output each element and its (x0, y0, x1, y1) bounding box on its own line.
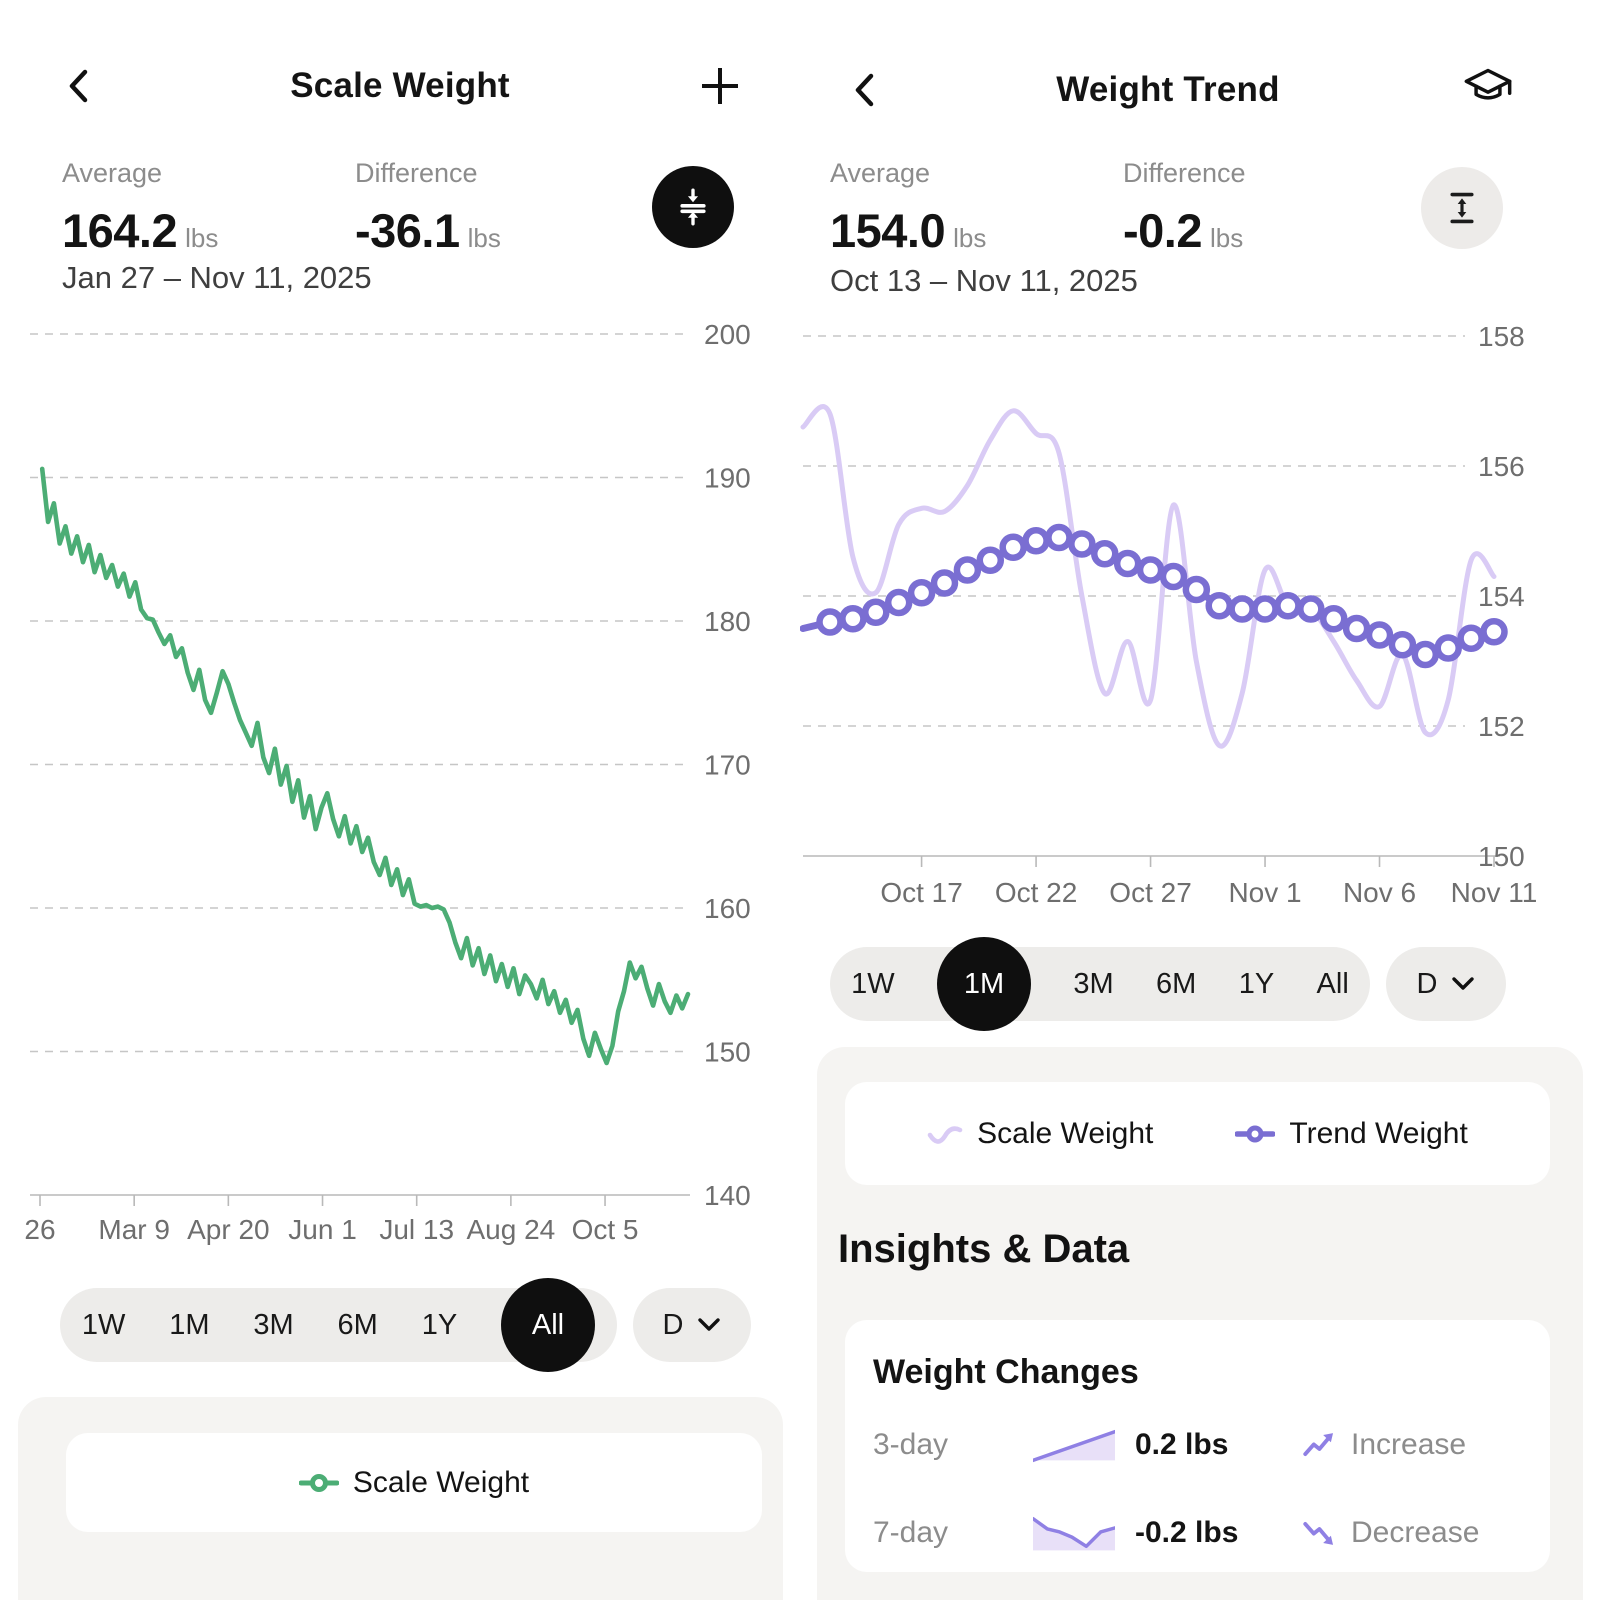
trend-increase-icon (1303, 1430, 1337, 1460)
range-all-button-selected[interactable]: All (501, 1278, 595, 1372)
average-unit: lbs (953, 223, 987, 253)
trend-weight-marker (1461, 628, 1482, 649)
range-6m-button[interactable]: 6M (1156, 967, 1197, 1000)
y-tick-label: 170 (704, 749, 751, 781)
compress-vertical-icon (672, 186, 714, 228)
trend-weight-marker (1026, 530, 1047, 551)
difference-label: Difference (1123, 158, 1246, 188)
period-label: 3-day (873, 1428, 949, 1461)
trend-weight-marker (1163, 566, 1184, 587)
change-value: -0.2 lbs (1135, 1516, 1239, 1549)
trend-weight-marker (1392, 634, 1413, 655)
trend-weight-marker (820, 612, 841, 633)
average-value: 154.0 (830, 204, 946, 257)
granularity-value: D (662, 1308, 684, 1341)
insights-heading: Insights & Data (838, 1227, 1130, 1271)
trend-weight-marker (957, 560, 978, 581)
y-tick-label: 154 (1478, 581, 1525, 612)
range-3m-button[interactable]: 3M (1073, 967, 1114, 1000)
x-tick-label: Oct 17 (880, 877, 963, 908)
add-entry-button[interactable] (694, 60, 746, 112)
trend-weight-marker (1346, 618, 1367, 639)
y-tick-label: 150 (1478, 841, 1525, 872)
time-range-bar (830, 947, 1506, 1021)
trend-weight-marker (1140, 560, 1161, 581)
y-tick-label: 156 (1478, 451, 1525, 482)
trend-weight-marker (1117, 553, 1138, 574)
range-all-button[interactable]: All (1316, 967, 1349, 1000)
chevron-down-icon (1451, 976, 1475, 992)
trend-weight-marker (1003, 537, 1024, 558)
range-1m-button-selected[interactable]: 1M (937, 937, 1031, 1031)
change-value: 0.2 lbs (1135, 1428, 1229, 1461)
plus-icon (694, 60, 746, 112)
mini-area-chart-up-icon (1033, 1425, 1115, 1465)
legend-label: Trend Weight (1289, 1116, 1468, 1150)
trend-weight-marker (1438, 638, 1459, 659)
trend-weight-marker (1255, 599, 1276, 620)
difference-label: Difference (355, 158, 478, 188)
trend-weight-marker (1323, 608, 1344, 629)
range-1y-button[interactable]: 1Y (1238, 967, 1275, 1000)
legend-label: Scale Weight (352, 1465, 530, 1499)
granularity-dropdown[interactable] (633, 1288, 751, 1362)
expand-scale-button[interactable] (1421, 167, 1503, 249)
scale-weight-chart[interactable] (0, 300, 800, 1260)
trend-weight-marker (934, 573, 955, 594)
scale-weight-marker-icon (299, 1474, 339, 1492)
date-range: Jan 27 – Nov 11, 2025 (62, 260, 372, 295)
x-tick-label: Nov 1 (1228, 877, 1302, 908)
range-1y-button[interactable]: 1Y (421, 1308, 458, 1341)
direction-label: Decrease (1351, 1516, 1480, 1549)
average-value: 164.2 (62, 204, 178, 257)
trend-weight-marker (1071, 534, 1092, 555)
weight-changes-title: Weight Changes (873, 1353, 1139, 1391)
granularity-dropdown[interactable] (1386, 947, 1506, 1021)
range-1w-button[interactable]: 1W (81, 1308, 126, 1341)
average-stat (62, 158, 218, 258)
page-title: Scale Weight (290, 66, 510, 105)
legend-item-scale-weight (299, 1466, 529, 1500)
x-tick-label: Jul 13 (379, 1214, 455, 1245)
chevron-down-icon (697, 1317, 721, 1333)
trend-weight-marker-icon (1235, 1125, 1275, 1143)
time-range-group (60, 1288, 617, 1362)
range-3m-button[interactable]: 3M (253, 1308, 294, 1341)
x-tick-label: Mar 9 (98, 1214, 170, 1245)
x-tick-label: Jun 1 (288, 1214, 357, 1245)
trend-weight-marker (1048, 527, 1069, 548)
weight-change-row-7day (873, 1513, 1523, 1553)
difference-value: -36.1 (355, 204, 460, 257)
legend-card (845, 1082, 1550, 1185)
direction-label: Increase (1351, 1428, 1467, 1461)
trend-weight-marker (1209, 595, 1230, 616)
y-tick-label: 140 (704, 1180, 751, 1211)
range-6m-button[interactable]: 6M (337, 1308, 378, 1341)
mini-area-chart-down-icon (1033, 1513, 1115, 1553)
trend-weight-marker (1186, 579, 1207, 600)
scale-weight-curve-icon (927, 1120, 963, 1148)
legend-item-trend-weight (1235, 1117, 1467, 1151)
x-tick-label: Aug 24 (466, 1214, 556, 1245)
range-1w-button[interactable]: 1W (851, 967, 895, 1000)
average-label: Average (830, 158, 931, 188)
range-1m-button[interactable]: 1M (169, 1308, 210, 1341)
trend-weight-marker (888, 592, 909, 613)
trend-weight-marker (1415, 644, 1436, 665)
weight-change-row-3day (873, 1425, 1523, 1465)
time-range-bar (60, 1288, 751, 1362)
trend-weight-marker (1094, 543, 1115, 564)
granularity-value: D (1416, 967, 1438, 1000)
legend-label: Scale Weight (977, 1116, 1154, 1150)
trend-weight-marker (1277, 595, 1298, 616)
graduation-cap-icon (1462, 64, 1514, 116)
time-range-group (830, 947, 1370, 1021)
trend-weight-marker (911, 582, 932, 603)
weight-changes-card (845, 1320, 1550, 1572)
weight-trend-chart[interactable] (800, 300, 1600, 940)
trend-weight-marker (842, 608, 863, 629)
y-tick-label: 190 (704, 462, 751, 494)
trend-weight-marker (865, 602, 886, 623)
page-title: Weight Trend (1056, 70, 1280, 109)
trend-weight-marker (1232, 599, 1253, 620)
trend-weight-marker (1484, 621, 1505, 642)
difference-stat (1123, 158, 1246, 258)
x-tick-label: Apr 20 (187, 1214, 270, 1245)
x-tick-label: Oct 22 (994, 877, 1078, 908)
weight-trend-screen (800, 0, 1600, 1600)
compress-scale-button[interactable] (652, 166, 734, 248)
x-tick-label: Nov 11 (1450, 877, 1538, 908)
difference-unit: lbs (1210, 223, 1244, 253)
date-range: Oct 13 – Nov 11, 2025 (830, 263, 1138, 298)
legend-sheet (18, 1397, 783, 1600)
difference-stat (355, 158, 501, 258)
average-stat (830, 158, 986, 258)
scale-weight-line (42, 469, 688, 1063)
legend-item-scale-weight (927, 1117, 1153, 1151)
y-tick-label: 150 (704, 1036, 751, 1068)
difference-value: -0.2 (1123, 204, 1202, 257)
x-tick-label: Oct 5 (571, 1214, 639, 1245)
difference-unit: lbs (467, 223, 501, 253)
y-tick-label: 158 (1478, 321, 1525, 352)
x-tick-label: Oct 27 (1109, 877, 1192, 908)
average-unit: lbs (185, 223, 219, 253)
period-label: 7-day (873, 1516, 949, 1549)
expand-vertical-icon (1441, 187, 1483, 229)
trend-weight-marker (1369, 625, 1390, 646)
trend-weight-marker (1300, 599, 1321, 620)
y-tick-label: 200 (704, 319, 751, 350)
x-tick-label: 26 (24, 1214, 56, 1245)
trend-decrease-icon (1303, 1518, 1337, 1548)
y-tick-label: 160 (704, 893, 751, 924)
legend-card (66, 1433, 762, 1532)
x-tick-label: Nov 6 (1342, 877, 1417, 908)
average-label: Average (62, 158, 163, 188)
insights-sheet (817, 1047, 1583, 1600)
trend-weight-marker (980, 550, 1001, 571)
y-tick-label: 180 (704, 606, 751, 637)
learn-button[interactable] (1462, 64, 1514, 116)
y-tick-label: 152 (1478, 711, 1525, 742)
